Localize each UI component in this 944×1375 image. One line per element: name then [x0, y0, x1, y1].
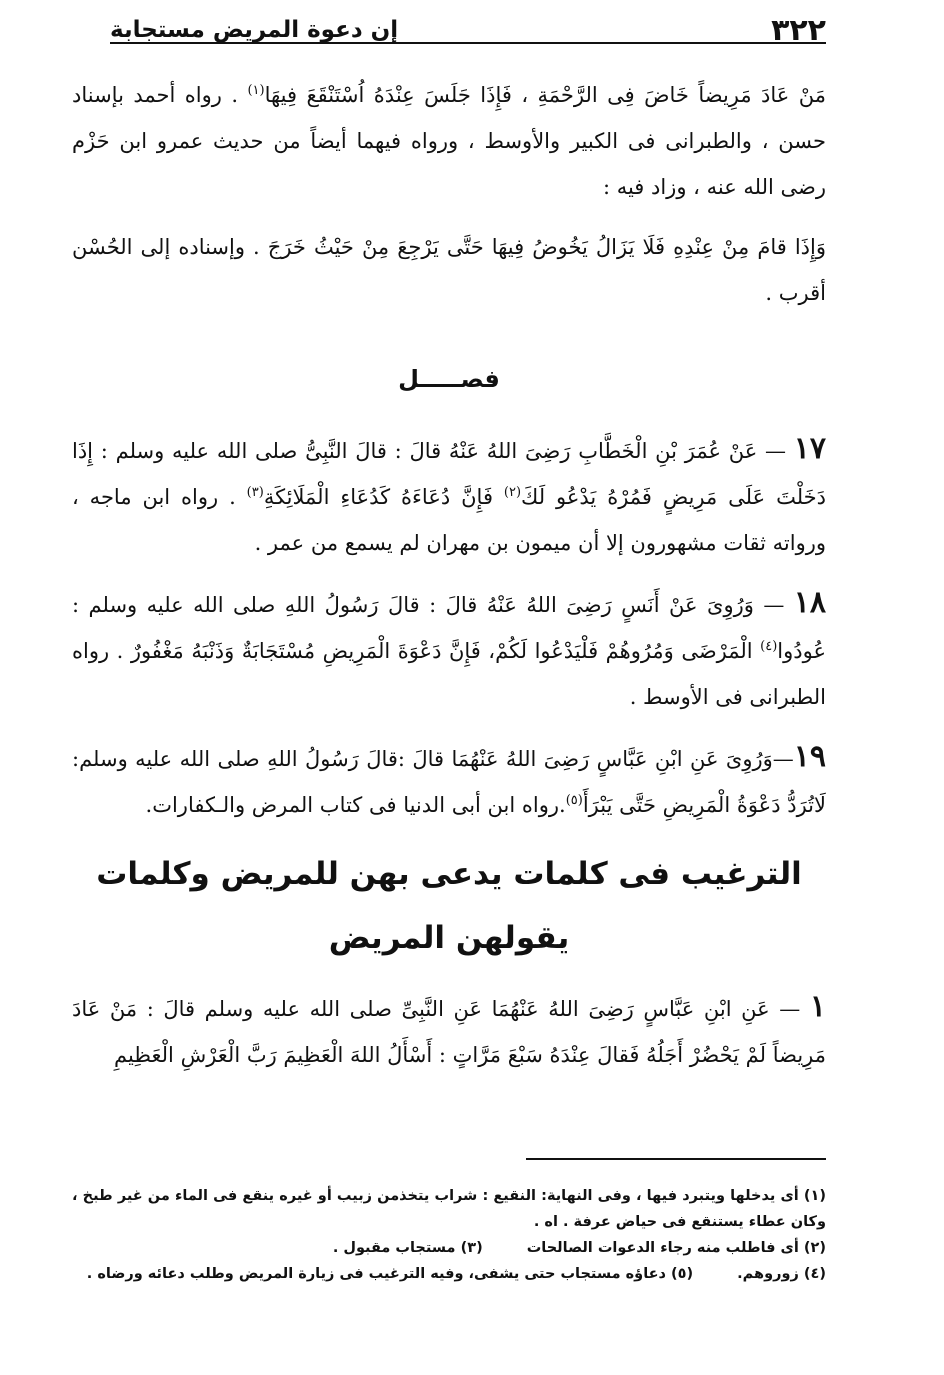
page-number: ٣٢٢: [771, 12, 826, 48]
chapter-hadith-1-number: ١: [809, 989, 826, 1024]
hadith-19: [72, 734, 826, 828]
footnote-row-2-3: [72, 1235, 826, 1261]
footnote-1: (١) أى يدخلها ويتبرد فيها ، وفى النهاية: النقيع : شراب يتخذمن زبيب أو غيره ينقع فى الماء من غير طبخ ، وكان عطاء يستنقع فى حياض عرفة . اه .: [72, 1188, 826, 1230]
hadith-18-number: ١٨: [793, 585, 826, 620]
footnote-3: (٣) مستجاب مقبول .: [332, 1240, 483, 1256]
running-title: إن دعوة المريض مستجابة: [110, 17, 399, 43]
footnote-ref-3: (٣): [246, 485, 264, 500]
footnote-ref-4: (٤): [760, 639, 778, 654]
hadith-17-text-b: فَإِنَّ دُعَاءَهُ كَدُعَاءِ الْمَلَائِكَةِ: [263, 485, 504, 509]
hadith-19-number: ١٩: [793, 739, 826, 774]
footnotes: [72, 1183, 826, 1287]
hadith-17-number: ١٧: [793, 431, 826, 466]
footnote-ref-1: (١): [247, 83, 265, 98]
footnote-row-4-5: [72, 1261, 826, 1287]
hadith-17-text-c: . رواه ابن ماجه ، ورواته ثقات مشهورون إلا أن ميمون بن مهران لم يسمع من عمر .: [72, 485, 826, 555]
header-rule: [110, 42, 826, 44]
paragraph-1: [72, 72, 826, 210]
page-header: [110, 10, 826, 50]
hadith-19-text-b: .رواه ابن أبى الدنيا فى كتاب المرض والـكفارات.: [145, 793, 566, 817]
chapter-title: الترغيب فى كلمات يدعى بهن للمريض وكلمات يقولهن المريض: [96, 856, 802, 956]
section-heading: فصـــــل: [398, 365, 500, 393]
footnote-ref-2: (٢): [503, 485, 522, 500]
main-text: [72, 72, 826, 1078]
hadith-17-text-a: — عَنْ عُمَرَ بْنِ الْخَطَّابِ رَضِىَ اللهُ عَنْهُ قالَ : قالَ النَّبِىُّ صلى الله عليه وسلم : إِذَا دَخَلْتَ عَلَى مَرِيضٍ فَمُرْهُ يَدْعُو لَكَ: [72, 439, 826, 509]
footnote-2: (٢) أى فاطلب منه رجاء الدعوات الصالحات: [526, 1240, 826, 1256]
hadith-17: [72, 426, 826, 566]
hadith-18-text-b: الْمَرْضَى وَمُرُوهُمْ فَلْيَدْعُوا لَكُمْ، فَإِنَّ دَعْوَةَ الْمَرِيضِ مُسْتَجَابَةٌ وَذَنْبَهُ مَغْفُورٌ . رواه الطبرانى فى الأوسط .: [72, 639, 826, 709]
footnote-ref-5: (٥): [565, 793, 583, 808]
chapter-hadith-1-text: — عَنِ ابْنِ عَبَّاسٍ رَضِىَ اللهُ عَنْهُمَا عَنِ النَّبِىِّ صلى الله عليه وسلم قالَ : مَنْ عَادَ مَرِيضاً لَمْ يَحْضُرْ أَجَلُهُ فَقالَ عِنْدَهُ سَبْعَ مَرَّاتٍ : أَسْأَلُ اللهَ الْعَظِيمَ رَبَّ الْعَرْشِ الْعَظِيمِ: [72, 997, 826, 1067]
hadith-19-text-a: —وَرُوِىَ عَنِ ابْنِ عَبَّاسٍ رَضِىَ اللهُ عَنْهُمَا قالَ :قالَ رَسُولُ اللهِ صلى الله عليه وسلم: لَاتُرَدُّ دَعْوَةُ الْمَرِيضِ حَتَّى يَبْرَأَ: [72, 747, 826, 817]
footnote-4: (٤) زوروهم.: [737, 1266, 826, 1282]
paragraph-1-rest: . رواه أحمد بإسناد حسن ، والطبرانى فى الكبير والأوسط ، ورواه فيهما أيضاً من حديث عمرو ابن حَزْم رضى الله عنه ، وزاد فيه :: [72, 83, 826, 199]
paragraph-1-text: مَنْ عَادَ مَرِيضاً خَاضَ فِى الرَّحْمَةِ ، فَإِذَا جَلَسَ عِنْدَهُ اُسْتَنْقَعَ فِيهَا: [264, 83, 826, 107]
hadith-18: [72, 580, 826, 720]
hadith-18-text-a: — وَرُوِىَ عَنْ أَنَسٍ رَضِىَ اللهُ عَنْهُ قالَ : قالَ رَسُولُ اللهِ صلى الله عليه وسلم : عُودُوا: [72, 593, 826, 663]
paragraph-2: وَإِذَا قامَ مِنْ عِنْدِهِ فَلَا يَزَالُ يَخُوضُ فِيهَا حَتَّى يَرْجِعَ مِنْ حَيْثُ خَرَجَ . وإسناده إلى الحُسْن أقرب .: [72, 235, 826, 305]
footnote-5: (٥) دعاؤه مستجاب حتى يشفى، وفيه الترغيب فى زيارة المريض وطلب دعائه ورضاه .: [86, 1266, 694, 1282]
footnote-rule: [526, 1158, 826, 1160]
chapter-hadith-1: [72, 984, 826, 1078]
